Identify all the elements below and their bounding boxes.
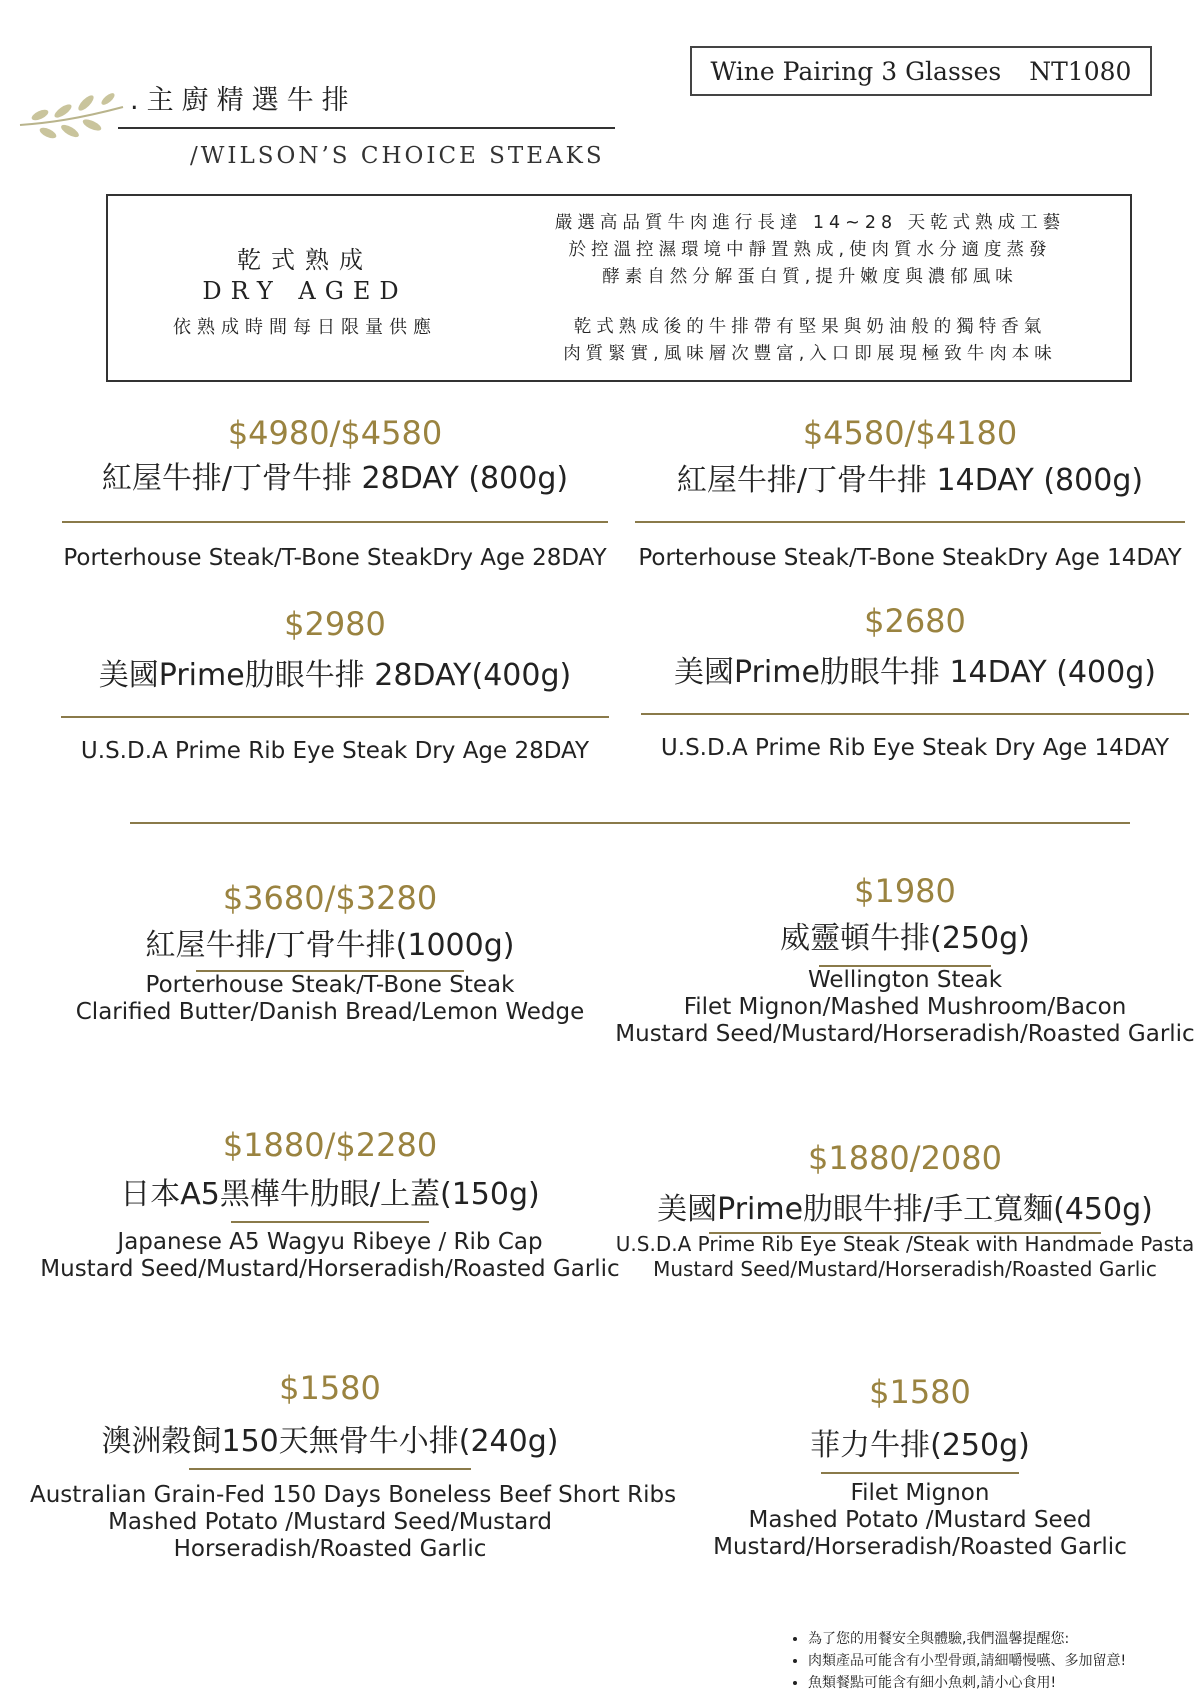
item-description: Wellington Steak — [807, 967, 1003, 993]
safety-notes — [790, 1628, 1126, 1694]
item-description: Clarified Butter/Danish Bread/Lemon Wedge — [75, 999, 585, 1025]
item-price: $2980 — [284, 605, 386, 643]
item-divider — [635, 521, 1185, 523]
item-description: U.S.D.A Prime Rib Eye Steak Dry Age 14DAY — [660, 735, 1170, 761]
item-name: 澳洲穀飼150天無骨牛小排(240g) — [101, 1424, 559, 1459]
menu-item-porterhouse-14day — [635, 413, 1185, 572]
item-description: Filet Mignon — [850, 1480, 990, 1506]
item-price: $1880/2080 — [807, 1139, 1002, 1177]
menu-item-ribeye-28day — [60, 604, 610, 765]
item-description: Filet Mignon/Mashed Mushroom/Bacon — [683, 994, 1127, 1020]
section-title-zh: .主廚精選牛排 — [130, 85, 357, 116]
menu-item-filet — [630, 1372, 1200, 1561]
item-price: $1880/$2280 — [222, 1126, 438, 1164]
title-divider — [118, 127, 615, 129]
menu-item-ribeye-14day — [640, 601, 1190, 762]
item-price: $4580/$4180 — [802, 414, 1018, 452]
section-divider — [130, 822, 1130, 824]
item-description: U.S.D.A Prime Rib Eye Steak /Steak with Handmade Pasta — [615, 1232, 1195, 1256]
note-item: • 肉類產品可能含有小型骨頭,請細嚼慢嚥、多加留意! — [808, 1650, 1126, 1672]
item-description: Porterhouse Steak/T-Bone SteakDry Age 14DAY — [638, 545, 1182, 571]
dry-aged-desc-line: 嚴選高品質牛肉進行長達 14~28 天乾式熟成工藝 — [554, 213, 1066, 233]
item-description: Porterhouse Steak/T-Bone SteakDry Age 28DAY — [63, 545, 607, 571]
item-description: Australian Grain-Fed 150 Days Boneless Beef Short Ribs — [30, 1482, 677, 1508]
dry-aged-title-zh: 乾式熟成 — [237, 246, 373, 274]
item-description: Mashed Potato /Mustard Seed — [748, 1507, 1092, 1533]
menu-item-porterhouse-28day — [60, 413, 610, 572]
menu-item-wellington — [615, 871, 1195, 1048]
item-price: $3680/$3280 — [222, 879, 438, 917]
item-divider — [61, 716, 609, 718]
item-description: Mustard Seed/Mustard/Horseradish/Roasted Garlic — [653, 1257, 1157, 1281]
item-description: Horseradish/Roasted Garlic — [173, 1536, 487, 1562]
section-title-en: /WILSON’S CHOICE STEAKS — [190, 143, 605, 169]
dry-aged-note: 依熟成時間每日限量供應 — [173, 317, 437, 338]
item-description: Mashed Potato /Mustard Seed/Mustard — [108, 1509, 552, 1535]
menu-item-porterhouse-1000g — [40, 878, 620, 1026]
item-description: Mustard Seed/Mustard/Horseradish/Roasted Garlic — [615, 1021, 1195, 1047]
item-name: 威靈頓牛排(250g) — [780, 921, 1030, 956]
item-divider — [189, 1468, 471, 1470]
item-price: $1980 — [854, 872, 956, 910]
note-item: • 為了您的用餐安全與體驗,我們溫馨提醒您: — [808, 1628, 1126, 1650]
item-divider — [641, 713, 1189, 715]
item-description: Japanese A5 Wagyu Ribeye / Rib Cap — [117, 1229, 543, 1255]
menu-item-a5-wagyu — [30, 1125, 630, 1283]
item-price: $1580 — [869, 1373, 971, 1411]
dry-aged-title-en: DRY AGED — [202, 277, 408, 305]
dry-aged-desc-line: 肉質緊實,風味層次豐富,入口即展現極致牛肉本味 — [563, 344, 1057, 364]
item-price: $2680 — [864, 602, 966, 640]
item-name: 紅屋牛排/丁骨牛排 28DAY (800g) — [101, 461, 569, 496]
item-divider — [821, 1472, 1019, 1474]
wine-pairing-box — [690, 46, 1152, 96]
item-divider — [231, 1221, 429, 1223]
item-description: U.S.D.A Prime Rib Eye Steak Dry Age 28DAY — [80, 738, 590, 764]
wine-pairing-label: Wine Pairing 3 Glasses — [710, 56, 1002, 86]
item-name: 美國Prime肋眼牛排 14DAY (400g) — [674, 655, 1156, 690]
item-name: 日本A5黑樺牛肋眼/上蓋(150g) — [120, 1177, 540, 1212]
item-description: Mustard/Horseradish/Roasted Garlic — [713, 1534, 1127, 1560]
item-name: 美國Prime肋眼牛排 28DAY(400g) — [98, 658, 572, 693]
leaf-branch-icon — [18, 85, 128, 155]
item-description: Mustard Seed/Mustard/Horseradish/Roasted Garlic — [40, 1256, 620, 1282]
item-price: $1580 — [279, 1369, 381, 1407]
item-name: 紅屋牛排/丁骨牛排(1000g) — [145, 928, 515, 963]
item-name: 美國Prime肋眼牛排/手工寬麵(450g) — [657, 1192, 1153, 1227]
menu-item-ribeye-pasta — [615, 1138, 1195, 1282]
note-item: • 魚類餐點可能含有細小魚刺,請小心食用! — [808, 1672, 1126, 1694]
item-divider — [62, 521, 608, 523]
item-name: 菲力牛排(250g) — [810, 1428, 1030, 1463]
menu-item-short-rib — [30, 1368, 677, 1563]
item-description: Porterhouse Steak/T-Bone Steak — [145, 972, 515, 998]
wine-pairing-price: NT1080 — [1029, 56, 1132, 86]
dry-aged-desc-line: 酵素自然分解蛋白質,提升嫩度與濃郁風味 — [602, 267, 1018, 287]
item-price: $4980/$4580 — [227, 414, 443, 452]
dry-aged-desc-line: 乾式熟成後的牛排帶有堅果與奶油般的獨特香氣 — [573, 317, 1047, 337]
item-name: 紅屋牛排/丁骨牛排 14DAY (800g) — [676, 463, 1144, 498]
dry-aged-desc-line: 於控溫控濕環境中靜置熟成,使肉質水分適度蒸發 — [568, 240, 1052, 260]
